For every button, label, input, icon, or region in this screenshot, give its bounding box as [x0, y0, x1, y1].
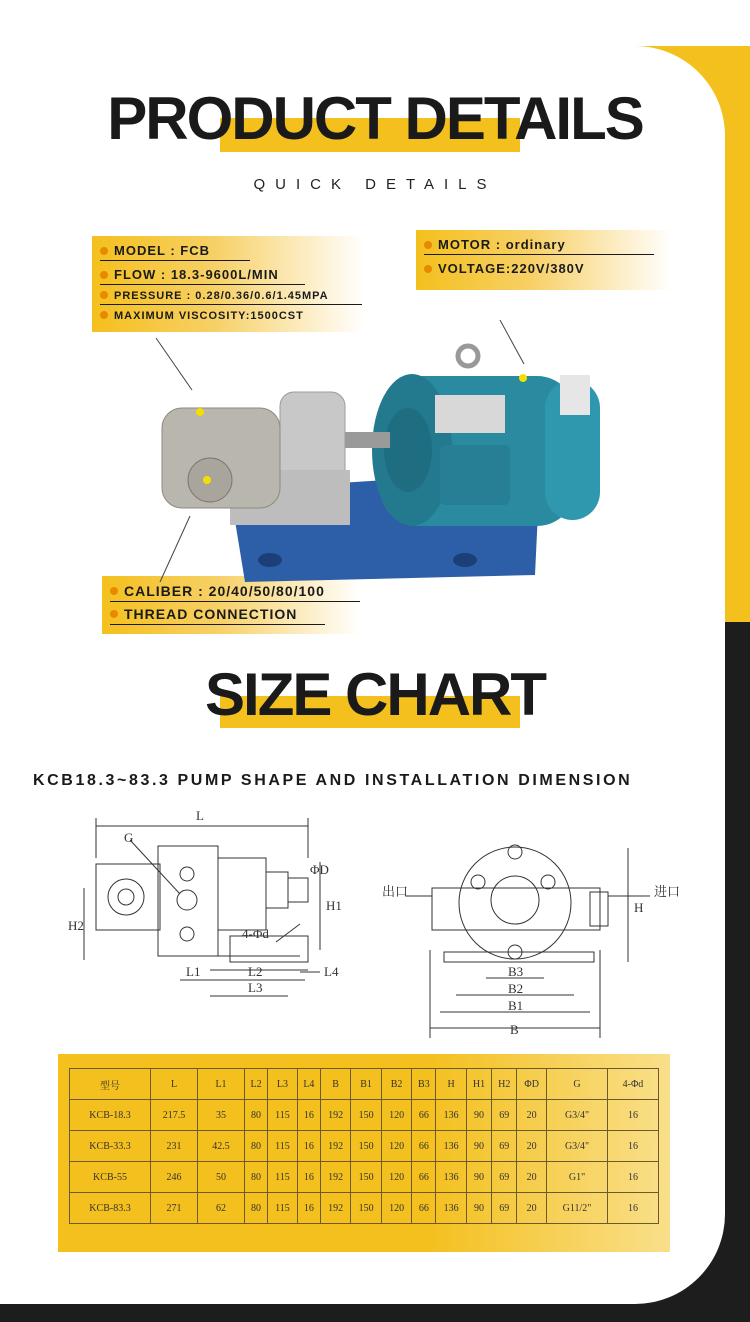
table-cell: 42.5	[198, 1131, 245, 1162]
size-chart-header	[0, 660, 750, 729]
table-header-cell: H	[436, 1069, 466, 1100]
table-header-row	[70, 1069, 659, 1100]
dim-label-B: B	[510, 1022, 519, 1037]
dim-label-L: L	[196, 808, 204, 823]
bullet-icon	[110, 610, 118, 618]
table-cell: 136	[436, 1162, 466, 1193]
dimension-drawing	[60, 800, 680, 1045]
base-hole	[258, 553, 282, 567]
spec-voltage	[424, 261, 585, 276]
table-header-cell: B	[320, 1069, 350, 1100]
table-cell: 192	[320, 1131, 350, 1162]
bullet-icon	[424, 265, 432, 273]
outlet-label: 出口	[382, 884, 409, 899]
table-row	[70, 1193, 659, 1224]
motor-label-plate	[435, 395, 505, 433]
table-cell: KCB-18.3	[70, 1100, 151, 1131]
table-cell: 69	[492, 1162, 517, 1193]
bullet-icon	[100, 311, 108, 319]
table-cell: 20	[517, 1131, 547, 1162]
table-cell: 90	[466, 1131, 491, 1162]
table-header-cell: L	[151, 1069, 198, 1100]
junction-box	[440, 445, 510, 505]
table-cell: 20	[517, 1193, 547, 1224]
spec-flow	[100, 267, 279, 282]
table-cell: 246	[151, 1162, 198, 1193]
dim-label-B1: B1	[508, 998, 524, 1013]
table-cell: 16	[297, 1162, 320, 1193]
table-cell: 66	[412, 1131, 436, 1162]
table-cell: 217.5	[151, 1100, 198, 1131]
page-title: PRODUCT DETAILS	[107, 85, 643, 152]
dim-label-H2: H2	[68, 918, 84, 933]
table-header-cell: 4-Φd	[608, 1069, 659, 1100]
table-cell: 16	[608, 1100, 659, 1131]
dim-label-L1: L1	[186, 964, 201, 979]
table-cell: G3/4"	[547, 1100, 608, 1131]
table-cell: G11/2"	[547, 1193, 608, 1224]
table-header-cell: 型号	[70, 1069, 151, 1100]
table-cell: 69	[492, 1100, 517, 1131]
table-cell: 115	[268, 1193, 298, 1224]
table-row	[70, 1100, 659, 1131]
front-view-labels	[382, 884, 680, 1037]
gear-pump-product-image	[150, 320, 630, 590]
base-hole	[453, 553, 477, 567]
inlet-label: 进口	[654, 884, 680, 899]
table-cell: 66	[412, 1193, 436, 1224]
highlight-dot	[196, 408, 204, 416]
product-details-header	[0, 84, 750, 153]
spec-thread	[110, 606, 297, 622]
highlight-dot	[203, 476, 211, 484]
table-cell: 80	[245, 1162, 268, 1193]
table-header-cell: H1	[466, 1069, 491, 1100]
spec-pressure	[100, 290, 329, 302]
table-row	[70, 1131, 659, 1162]
table-cell: 192	[320, 1100, 350, 1131]
table-cell: 136	[436, 1193, 466, 1224]
highlight-dot	[519, 374, 527, 382]
table-cell: 90	[466, 1193, 491, 1224]
table-cell: 20	[517, 1100, 547, 1131]
leader-line	[160, 516, 190, 582]
spec-box-left	[92, 236, 364, 332]
dim-label-L2: L2	[248, 964, 263, 979]
table-body	[70, 1100, 659, 1224]
table-cell: 80	[245, 1193, 268, 1224]
table-cell: 66	[412, 1162, 436, 1193]
leader-line	[156, 338, 192, 390]
bullet-icon	[424, 241, 432, 249]
table-cell: 192	[320, 1162, 350, 1193]
table-header-cell: ΦD	[517, 1069, 547, 1100]
dim-label-L3: L3	[248, 980, 263, 995]
spec-model-text: MODEL : FCB	[114, 243, 210, 258]
table-cell: 50	[198, 1162, 245, 1193]
table-cell: KCB-55	[70, 1162, 151, 1193]
dim-label-B2: B2	[508, 981, 524, 996]
table-cell: 271	[151, 1193, 198, 1224]
dim-label-L4: L4	[324, 964, 339, 979]
table-cell: 115	[268, 1131, 298, 1162]
bullet-icon	[100, 291, 108, 299]
bullet-icon	[100, 271, 108, 279]
table-cell: KCB-33.3	[70, 1131, 151, 1162]
table-cell: 120	[381, 1193, 411, 1224]
table-header-cell: L3	[268, 1069, 298, 1100]
table-cell: 115	[268, 1162, 298, 1193]
table-header-cell: B1	[351, 1069, 381, 1100]
table-cell: 231	[151, 1131, 198, 1162]
table-cell: 150	[351, 1193, 381, 1224]
spec-caliber-text: CALIBER : 20/40/50/80/100	[124, 583, 325, 599]
side-view	[84, 818, 320, 996]
table-cell: 66	[412, 1100, 436, 1131]
table-header-cell: H2	[492, 1069, 517, 1100]
spec-pressure-text: PRESSURE : 0.28/0.36/0.6/1.45MPA	[114, 290, 329, 302]
table-cell: 115	[268, 1100, 298, 1131]
table-cell: 69	[492, 1193, 517, 1224]
spec-motor-text: MOTOR : ordinary	[438, 237, 566, 252]
table-cell: 20	[517, 1162, 547, 1193]
bullet-icon	[110, 587, 118, 595]
table-row	[70, 1162, 659, 1193]
dim-label-H1: H1	[326, 898, 342, 913]
table-cell: 120	[381, 1162, 411, 1193]
dim-label-B3: B3	[508, 964, 524, 979]
table-cell: G1"	[547, 1162, 608, 1193]
table-header-cell: L1	[198, 1069, 245, 1100]
table-cell: 192	[320, 1193, 350, 1224]
spec-thread-text: THREAD CONNECTION	[124, 606, 298, 622]
page-subtitle: QUICK DETAILS	[253, 176, 497, 193]
table-cell: 90	[466, 1100, 491, 1131]
table-cell: 69	[492, 1131, 517, 1162]
table-cell: 136	[436, 1100, 466, 1131]
table-cell: 16	[608, 1193, 659, 1224]
table-cell: 16	[297, 1193, 320, 1224]
table-cell: 150	[351, 1100, 381, 1131]
dimension-table	[69, 1068, 659, 1224]
dim-label-phiD: ΦD	[310, 862, 329, 877]
table-header-cell: L2	[245, 1069, 268, 1100]
pump-shaft	[340, 432, 390, 448]
top-white-strip	[0, 0, 750, 46]
table-header-cell: L4	[297, 1069, 320, 1100]
table-cell: 16	[297, 1100, 320, 1131]
spec-motor	[424, 237, 566, 252]
table-cell: 16	[297, 1131, 320, 1162]
table-header-cell: B2	[381, 1069, 411, 1100]
table-cell: 120	[381, 1131, 411, 1162]
spec-box-right	[416, 230, 672, 290]
dim-label-holes: 4-Φd	[242, 926, 269, 941]
table-cell: 150	[351, 1131, 381, 1162]
drawing-title: KCB18.3~83.3 PUMP SHAPE AND INSTALLATION DIMENSION	[33, 772, 633, 789]
dim-label-H: H	[634, 900, 644, 915]
table-cell: 150	[351, 1162, 381, 1193]
spec-flow-text: FLOW : 18.3-9600L/MIN	[114, 267, 279, 282]
table-cell: 35	[198, 1100, 245, 1131]
table-cell: 80	[245, 1131, 268, 1162]
leader-line	[500, 320, 524, 364]
size-chart-title: SIZE CHART	[205, 661, 545, 728]
table-cell: 16	[608, 1131, 659, 1162]
table-cell: 16	[608, 1162, 659, 1193]
table-cell: 90	[466, 1162, 491, 1193]
dim-label-G: G	[124, 830, 134, 845]
table-cell: KCB-83.3	[70, 1193, 151, 1224]
table-cell: 120	[381, 1100, 411, 1131]
spec-voltage-text: VOLTAGE:220V/380V	[438, 261, 585, 276]
table-header-cell: B3	[412, 1069, 436, 1100]
bullet-icon	[100, 247, 108, 255]
table-cell: 62	[198, 1193, 245, 1224]
table-cell: 136	[436, 1131, 466, 1162]
motor-front-boss	[384, 408, 432, 492]
front-view	[406, 845, 650, 1038]
spec-viscosity-text: MAXIMUM VISCOSITY:1500CST	[114, 310, 304, 322]
table-cell: G3/4"	[547, 1131, 608, 1162]
spec-model	[100, 243, 210, 258]
motor-nameplate	[560, 375, 590, 415]
table-header-cell: G	[547, 1069, 608, 1100]
table-cell: 80	[245, 1100, 268, 1131]
lifting-eye	[458, 346, 478, 366]
